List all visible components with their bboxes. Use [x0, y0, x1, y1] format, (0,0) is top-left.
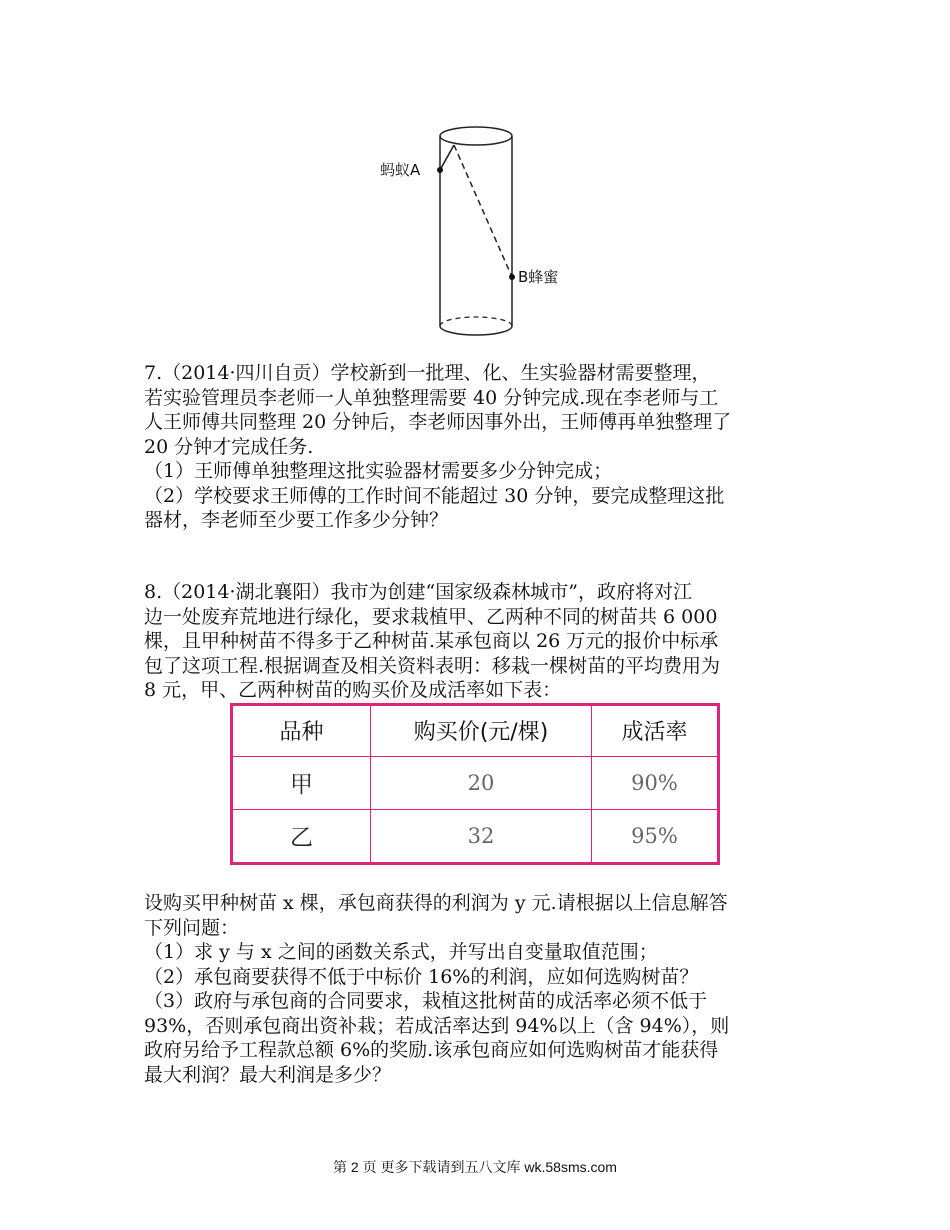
price-table-wrapper	[230, 703, 720, 865]
table-header-row	[232, 705, 719, 757]
label-honey-b: B蜂蜜	[518, 268, 559, 286]
q7-line: 7.（2014·四川自贡）学校新到一批理、化、生实验器材需要整理，	[144, 362, 711, 384]
q8-line: 8.（2014·湖北襄阳）我市为创建“国家级森林城市”，政府将对江	[144, 581, 692, 603]
q8-after-line: （1）求 y 与 x 之间的函数关系式，并写出自变量取值范围；	[144, 941, 658, 963]
q7-line: 若实验管理员李老师一人单独整理需要 40 分钟完成.现在李老师与工	[144, 386, 719, 409]
hidden-path-segment	[454, 145, 512, 277]
q8-after-line: （2）承包商要获得不低于中标价 16%的利润，应如何选购树苗？	[144, 965, 699, 988]
point-b	[509, 274, 515, 280]
q7-line: （1）王师傅单独整理这批实验器材需要多少分钟完成；	[144, 460, 613, 482]
table-row	[232, 809, 719, 863]
q7-line: 20 分钟才完成任务.	[144, 435, 314, 458]
table-header-cell: 购买价(元/棵)	[371, 705, 592, 757]
q7-line: 器材，李老师至少要工作多少分钟？	[144, 509, 449, 531]
price-table	[230, 703, 720, 865]
cylinder-bottom-back-arc	[440, 317, 512, 326]
q7-line: 人王师傅共同整理 20 分钟后，李老师因事外出，王师傅再单独整理了	[144, 411, 732, 433]
q8-line: 8 元，甲、乙两种树苗的购买价及成活率如下表：	[144, 679, 562, 701]
table-header-cell: 成活率	[592, 705, 719, 757]
point-a	[437, 167, 443, 173]
page-footer: 第 2 页 更多下载请到五八文库 wk.58sms.com	[333, 1159, 617, 1175]
cylinder-diagram	[370, 118, 590, 350]
table-cell-survival-rate: 90%	[592, 756, 719, 809]
table-cell-variety: 乙	[232, 809, 371, 863]
cylinder-bottom-front-arc	[440, 326, 512, 335]
label-ant-a: 蚂蚁A	[380, 161, 421, 179]
question-8	[144, 580, 820, 703]
table-cell-variety: 甲	[232, 756, 371, 809]
q8-after-line: 政府另给予工程款总额 6%的奖励.该承包商应如何选购树苗才能获得	[144, 1039, 719, 1061]
q8-line: 包了这项工程.根据调查及相关资料表明：移栽一棵树苗的平均费用为	[144, 654, 721, 677]
q8-after-line: 93%，否则承包商出资补栽；若成活率达到 94%以上（含 94%），则	[144, 1014, 730, 1037]
q8-after-line: 最大利润？最大利润是多少？	[144, 1063, 392, 1086]
cylinder-figure	[370, 118, 590, 350]
ant-path-segment	[440, 145, 454, 170]
q8-after-line: 下列问题：	[144, 916, 240, 939]
q8-line: 边一处废弃荒地进行绿化，要求栽植甲、乙两种不同的树苗共 6 000	[144, 605, 718, 628]
cylinder-top-ellipse	[440, 127, 512, 145]
table-cell-survival-rate: 95%	[592, 809, 719, 863]
table-header-cell: 品种	[232, 705, 371, 757]
q8-after-line: 设购买甲种树苗 x 棵，承包商获得的利润为 y 元.请根据以上信息解答	[144, 892, 728, 914]
question-7	[144, 361, 820, 533]
q8-after-line: （3）政府与承包商的合同要求，栽植这批树苗的成活率必须不低于	[144, 990, 708, 1012]
question-8-subquestions	[144, 891, 820, 1087]
q7-line: （2）学校要求王师傅的工作时间不能超过 30 分钟，要完成整理这批	[144, 484, 725, 507]
table-row	[232, 756, 719, 809]
table-cell-price: 32	[371, 809, 592, 863]
q8-line: 棵，且甲种树苗不得多于乙种树苗.某承包商以 26 万元的报价中标承	[144, 630, 719, 652]
table-cell-price: 20	[371, 756, 592, 809]
